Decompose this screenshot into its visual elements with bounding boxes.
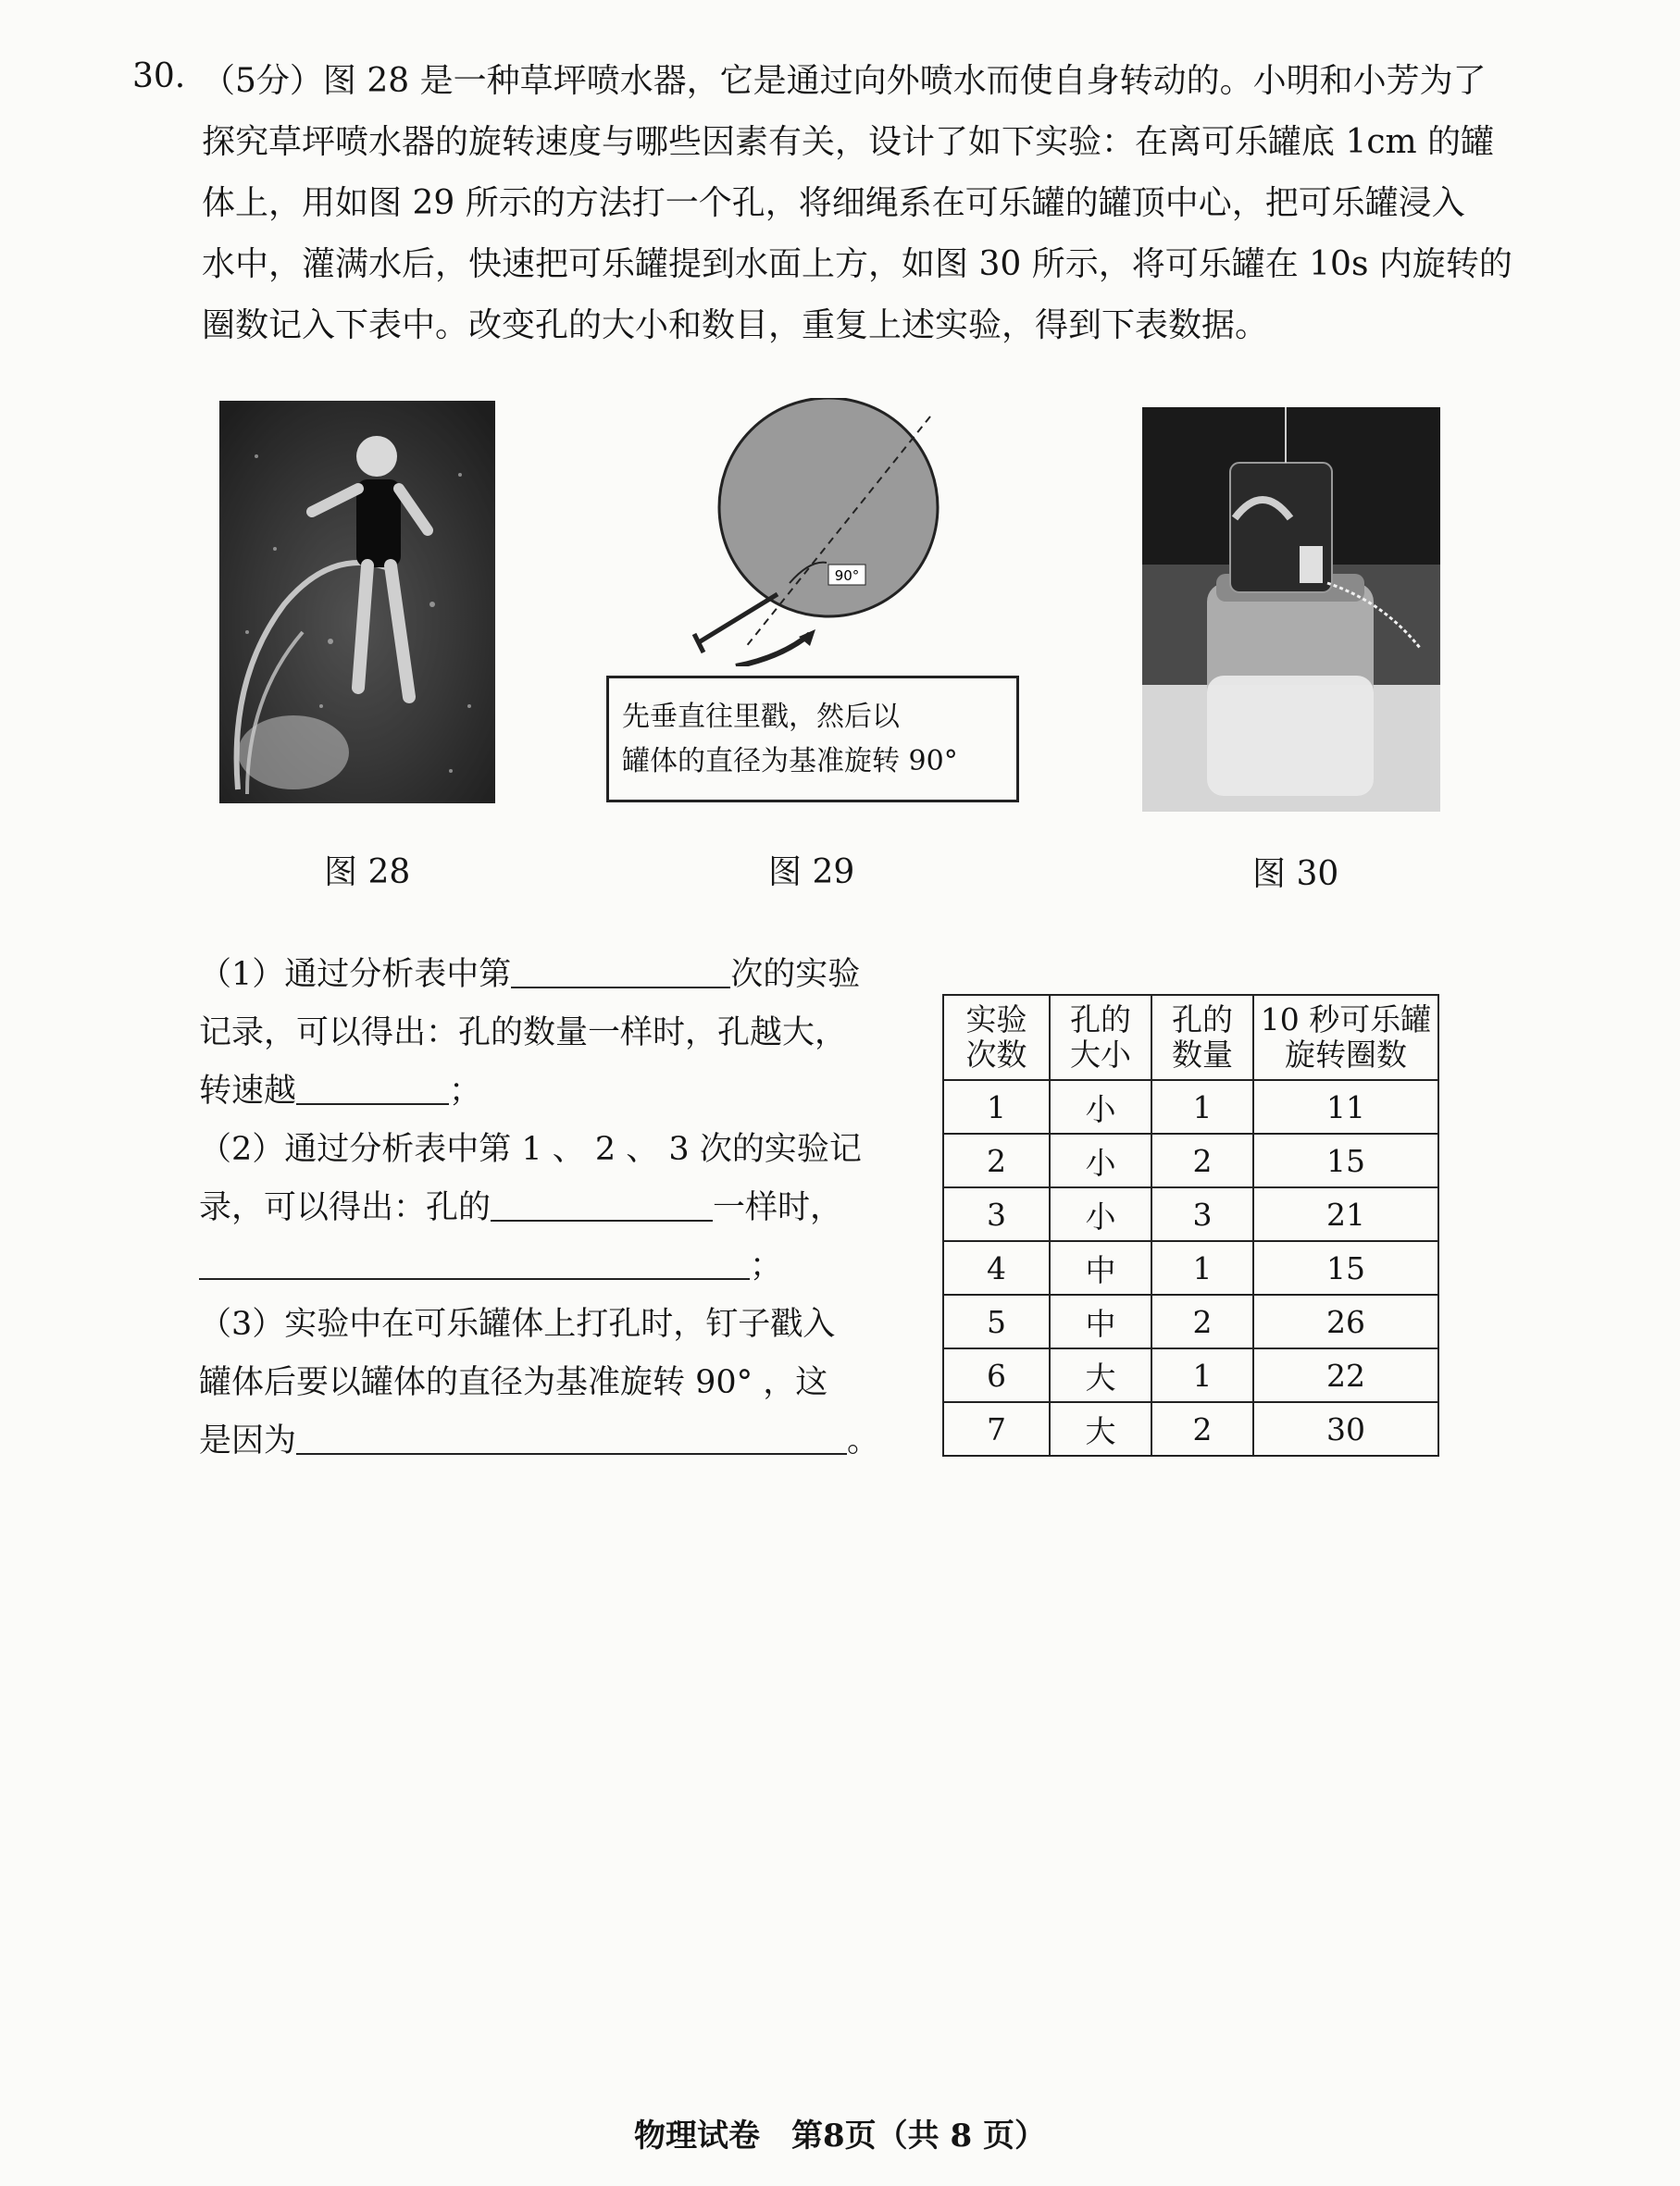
table-cell: 21 xyxy=(1253,1187,1438,1241)
q3-line-1: （3）实验中在可乐罐体上打孔时，钉子戳入 xyxy=(199,1306,836,1343)
figure-30-caption: 图 30 xyxy=(1252,855,1339,893)
q3-line-2: 罐体后要以罐体的直径为基准旋转 90° ，这 xyxy=(199,1364,828,1401)
intro-line: 体上，用如图 29 所示的方法打一个孔，将细绳系在可乐罐的罐顶中心，把可乐罐浸入 xyxy=(202,184,1465,222)
figure-29-diagram xyxy=(680,398,958,666)
q1-text: 转速越 xyxy=(199,1073,297,1110)
table-cell: 26 xyxy=(1253,1295,1438,1348)
table-cell: 小 xyxy=(1050,1134,1151,1187)
page-footer: 物理试卷 第8页（共 8 页） xyxy=(634,2118,1046,2155)
table-cell: 15 xyxy=(1253,1241,1438,1295)
figure-30-can-photo xyxy=(1142,407,1440,812)
figure-29-note-box xyxy=(606,676,1019,802)
intro-line: 探究草坪喷水器的旋转速度与哪些因素有关，设计了如下实验：在离可乐罐底 1cm 的罐 xyxy=(202,123,1495,161)
q2-answer-blank-conclusion[interactable] xyxy=(199,1245,750,1280)
table-cell: 小 xyxy=(1050,1080,1151,1134)
table-cell: 1 xyxy=(1151,1241,1253,1295)
q1-line-2: 记录，可以得出：孔的数量一样时，孔越大， xyxy=(199,1014,848,1051)
table-cell: 11 xyxy=(1253,1080,1438,1134)
q1-line-1 xyxy=(199,946,902,1004)
table-cell: 5 xyxy=(943,1295,1050,1348)
header-text: 数量 xyxy=(1172,1037,1233,1073)
table-row xyxy=(943,1295,1438,1348)
intro-line: 圈数记入下表中。改变孔的大小和数目，重复上述实验，得到下表数据。 xyxy=(202,306,1269,344)
q2-text: 录，可以得出：孔的 xyxy=(199,1189,492,1226)
intro-line: （5分）图 28 是一种草坪喷水器，它是通过向外喷水而使自身转动的。小明和小芳为了 xyxy=(202,62,1487,100)
header-text: 次数 xyxy=(965,1037,1027,1073)
header-text: 旋转圈数 xyxy=(1285,1037,1407,1073)
can-photo-image xyxy=(1142,407,1440,812)
question-number: 30. xyxy=(132,57,186,95)
table-row xyxy=(943,1241,1438,1295)
q2-line-1: （2）通过分析表中第 1 、 2 、 3 次的实验记 xyxy=(199,1131,862,1168)
note-line: 先垂直往里戳，然后以 xyxy=(622,701,900,733)
table-cell: 小 xyxy=(1050,1187,1151,1241)
figure-28-sprinkler-photo xyxy=(219,401,495,803)
table-cell: 大 xyxy=(1050,1402,1151,1456)
q3-text: 。 xyxy=(847,1422,880,1459)
q1-answer-blank-speed[interactable] xyxy=(296,1070,449,1105)
table-cell: 3 xyxy=(943,1187,1050,1241)
header-rotations xyxy=(1253,995,1438,1080)
table-cell: 2 xyxy=(1151,1134,1253,1187)
table-cell: 2 xyxy=(943,1134,1050,1187)
q2-line-2 xyxy=(199,1179,902,1237)
note-line: 罐体的直径为基准旋转 90° xyxy=(622,745,958,777)
q1-text: ； xyxy=(449,1073,482,1110)
q1-text: 次的实验 xyxy=(730,956,861,993)
table-cell: 22 xyxy=(1253,1348,1438,1402)
table-cell: 1 xyxy=(1151,1348,1253,1402)
intro-line: 水中，灌满水后，快速把可乐罐提到水面上方，如图 30 所示，将可乐罐在 10s 内旋转的 xyxy=(202,245,1512,283)
q3-answer-blank-reason[interactable] xyxy=(296,1420,847,1455)
header-text: 孔的 xyxy=(1172,1001,1233,1037)
table-cell: 3 xyxy=(1151,1187,1253,1241)
table-cell: 中 xyxy=(1050,1295,1151,1348)
table-cell: 1 xyxy=(1151,1080,1253,1134)
q1-line-3 xyxy=(199,1062,902,1121)
table-cell: 中 xyxy=(1050,1241,1151,1295)
table-row xyxy=(943,1348,1438,1402)
table-cell: 6 xyxy=(943,1348,1050,1402)
q2-text: 一样时， xyxy=(713,1189,843,1226)
figure-28-caption: 图 28 xyxy=(324,853,411,891)
nail-icon xyxy=(699,594,778,642)
q2-line-3 xyxy=(199,1237,902,1296)
q1-text: （1）通过分析表中第 xyxy=(199,956,512,993)
table-row xyxy=(943,1187,1438,1241)
table-header-row xyxy=(943,995,1438,1080)
header-hole-size xyxy=(1050,995,1151,1080)
table-cell: 大 xyxy=(1050,1348,1151,1402)
table-row xyxy=(943,1402,1438,1456)
q2-answer-blank-factor[interactable] xyxy=(491,1186,713,1222)
header-trial xyxy=(943,995,1050,1080)
question-intro xyxy=(202,51,1521,356)
table-row xyxy=(943,1134,1438,1187)
table-cell: 30 xyxy=(1253,1402,1438,1456)
header-text: 实验 xyxy=(965,1001,1027,1037)
table-cell: 1 xyxy=(943,1080,1050,1134)
q3-line-3 xyxy=(199,1412,902,1471)
figure-29-caption: 图 29 xyxy=(768,853,855,891)
experiment-data-table xyxy=(942,994,1439,1457)
header-hole-count xyxy=(1151,995,1253,1080)
header-text: 10 秒可乐罐 xyxy=(1260,1001,1432,1037)
q3-text: 是因为 xyxy=(199,1422,297,1459)
table-row xyxy=(943,1080,1438,1134)
table-cell: 7 xyxy=(943,1402,1050,1456)
table-cell: 4 xyxy=(943,1241,1050,1295)
q2-text: ； xyxy=(750,1248,783,1285)
q1-answer-blank-trials[interactable] xyxy=(511,953,730,988)
sprinkler-photo-image xyxy=(219,401,495,803)
table-cell: 2 xyxy=(1151,1295,1253,1348)
table-cell: 2 xyxy=(1151,1402,1253,1456)
rotate-arrow-icon xyxy=(736,634,810,666)
angle-label: 90° xyxy=(834,567,860,584)
table-cell: 15 xyxy=(1253,1134,1438,1187)
header-text: 大小 xyxy=(1070,1037,1131,1073)
sub-questions xyxy=(199,946,902,1471)
header-text: 孔的 xyxy=(1070,1001,1131,1037)
